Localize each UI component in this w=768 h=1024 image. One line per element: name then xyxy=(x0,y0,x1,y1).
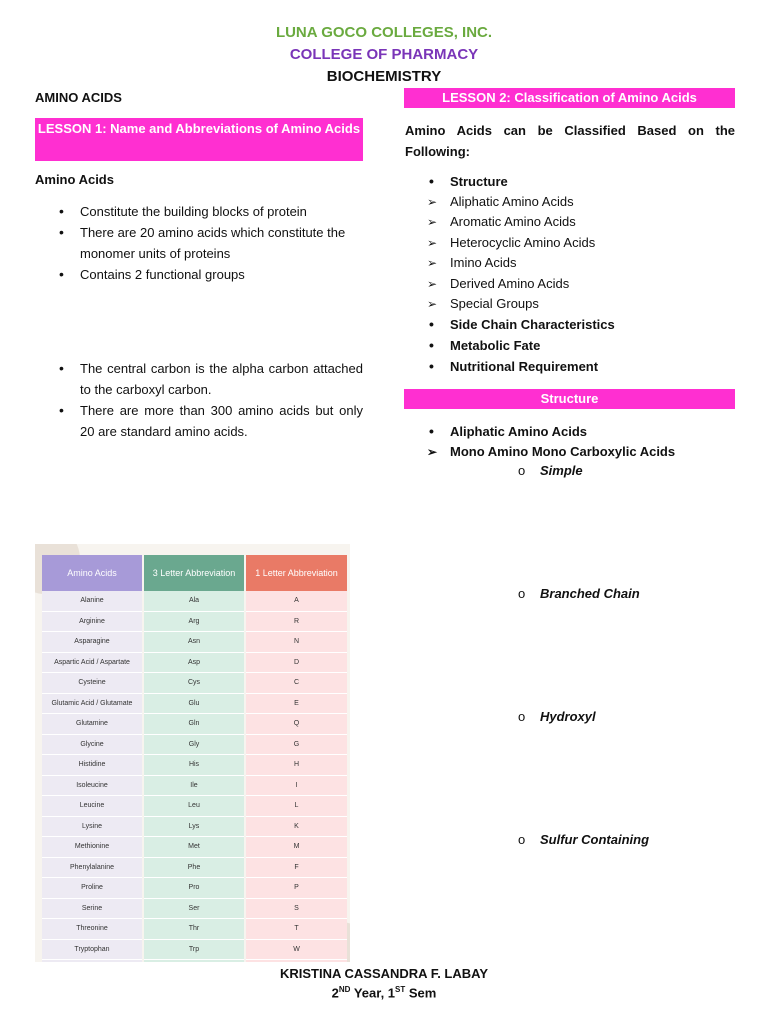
amino-acid-table-image xyxy=(35,544,350,962)
table-cell: I xyxy=(246,776,347,797)
table-cell xyxy=(42,960,142,962)
bullet-list-b xyxy=(35,358,363,442)
classification-intro: Amino Acids can be Classified Based on the Following: xyxy=(405,123,735,159)
subtype-label: Branched Chain xyxy=(540,586,640,601)
table-row xyxy=(42,940,347,961)
table-row xyxy=(42,653,347,674)
circle-bullet-icon: o xyxy=(518,709,526,724)
table-body xyxy=(42,591,347,962)
list-item: ➢ Mono Amino Mono Carboxylic Acids xyxy=(405,442,735,462)
table-cell: W xyxy=(246,940,347,961)
table-cell: Ser xyxy=(144,899,244,920)
table-cell: A xyxy=(246,591,347,612)
aliphatic-label: Aliphatic Amino Acids xyxy=(450,424,587,439)
section-title: AMINO ACIDS xyxy=(35,90,122,105)
subtype-label: Simple xyxy=(540,463,583,478)
list-item: • Contains 2 functional groups xyxy=(35,264,363,285)
list-item: ➢ Derived Amino Acids xyxy=(405,274,735,294)
table-row xyxy=(42,714,347,735)
table-cell: Histidine xyxy=(42,755,142,776)
table-cell: Phenylalanine xyxy=(42,858,142,879)
column-header: 3 Letter Abbreviation xyxy=(144,555,244,591)
table-row xyxy=(42,960,347,962)
table-cell: M xyxy=(246,837,347,858)
table-cell: His xyxy=(144,755,244,776)
structure-banner: Structure xyxy=(404,389,735,409)
table-cell: Isoleucine xyxy=(42,776,142,797)
institution-name: LUNA GOCO COLLEGES, INC. xyxy=(275,24,493,41)
table-cell: Q xyxy=(246,714,347,735)
subtype-hydroxyl xyxy=(518,709,596,724)
list-item: • Nutritional Requirement xyxy=(405,356,735,377)
list-item: ➢ Special Groups xyxy=(405,294,735,314)
list-item xyxy=(405,421,735,462)
table-row xyxy=(42,612,347,633)
table-cell: Trp xyxy=(144,940,244,961)
list-item: • Metabolic Fate xyxy=(405,335,735,356)
table-cell: Threonine xyxy=(42,919,142,940)
structure-sublist xyxy=(405,192,735,314)
table-row xyxy=(42,899,347,920)
table-cell: Asparagine xyxy=(42,632,142,653)
table-cell: Pro xyxy=(144,878,244,899)
table-row xyxy=(42,837,347,858)
table-cell: Ile xyxy=(144,776,244,797)
table-row xyxy=(42,858,347,879)
table-cell: Glutamic Acid / Glutamate xyxy=(42,694,142,715)
table-cell: Met xyxy=(144,837,244,858)
table-cell: Gln xyxy=(144,714,244,735)
table-row xyxy=(42,694,347,715)
table-cell: Leucine xyxy=(42,796,142,817)
table-cell: Proline xyxy=(42,878,142,899)
table-cell: Asp xyxy=(144,653,244,674)
table-header-row xyxy=(42,555,347,591)
table-cell: Cys xyxy=(144,673,244,694)
college-name: COLLEGE OF PHARMACY xyxy=(289,46,479,63)
table-cell: Lysine xyxy=(42,817,142,838)
column-header: 1 Letter Abbreviation xyxy=(246,555,347,591)
table-row xyxy=(42,776,347,797)
subtype-branched xyxy=(518,586,640,601)
table-cell: C xyxy=(246,673,347,694)
amino-acid-table xyxy=(40,555,349,962)
subtype-sulfur xyxy=(518,832,649,847)
list-item xyxy=(405,171,735,314)
subject-title: BIOCHEMISTRY xyxy=(326,68,442,85)
table-cell xyxy=(144,960,244,962)
table-cell: H xyxy=(246,755,347,776)
amino-acids-subheading: Amino Acids xyxy=(35,172,114,187)
lesson2-banner: LESSON 2: Classification of Amino Acids xyxy=(404,88,735,108)
table-row xyxy=(42,735,347,756)
table-cell: Phe xyxy=(144,858,244,879)
table-cell: Ala xyxy=(144,591,244,612)
table-cell: Arg xyxy=(144,612,244,633)
table-cell: F xyxy=(246,858,347,879)
list-item: • Constitute the building blocks of protein xyxy=(35,201,363,222)
aliphatic-sublist xyxy=(405,442,735,462)
table-cell: N xyxy=(246,632,347,653)
table-cell: Alanine xyxy=(42,591,142,612)
table-cell: Asn xyxy=(144,632,244,653)
list-item: ➢ Heterocyclic Amino Acids xyxy=(405,233,735,253)
table-cell: Cysteine xyxy=(42,673,142,694)
list-item: • Side Chain Characteristics xyxy=(405,314,735,335)
table-row xyxy=(42,673,347,694)
column-header: Amino Acids xyxy=(42,555,142,591)
table-cell: L xyxy=(246,796,347,817)
table-cell: Leu xyxy=(144,796,244,817)
table-cell: P xyxy=(246,878,347,899)
table-row xyxy=(42,878,347,899)
table-cell: K xyxy=(246,817,347,838)
author-name: KRISTINA CASSANDRA F. LABAY xyxy=(279,966,488,981)
structure-label: Structure xyxy=(450,174,508,189)
table-row xyxy=(42,817,347,838)
list-item: • There are 20 amino acids which constitute the monomer units of proteins xyxy=(35,222,363,264)
table-row xyxy=(42,591,347,612)
table-row xyxy=(42,919,347,940)
list-item: ➢ Imino Acids xyxy=(405,253,735,273)
subtype-label: Hydroxyl xyxy=(540,709,596,724)
aliphatic-list xyxy=(405,421,735,462)
table-cell: R xyxy=(246,612,347,633)
list-item: ➢ Aliphatic Amino Acids xyxy=(405,192,735,212)
table-cell: Tryptophan xyxy=(42,940,142,961)
table-cell: Gly xyxy=(144,735,244,756)
list-item: • There are more than 300 amino acids but only 20 are standard amino acids. xyxy=(35,400,363,442)
table-cell: Lys xyxy=(144,817,244,838)
list-item: ➢ Aromatic Amino Acids xyxy=(405,212,735,232)
bullet-list-a xyxy=(35,201,363,285)
lesson1-banner: LESSON 1: Name and Abbreviations of Amino Acids xyxy=(35,118,363,161)
subtype-simple xyxy=(518,463,583,478)
table-cell: G xyxy=(246,735,347,756)
table-row xyxy=(42,755,347,776)
table-cell: S xyxy=(246,899,347,920)
table-cell: Methionine xyxy=(42,837,142,858)
table-row xyxy=(42,632,347,653)
year-sem: 2ND Year, 1ST Sem xyxy=(331,985,437,1001)
table-cell: Aspartic Acid / Aspartate xyxy=(42,653,142,674)
table-cell: E xyxy=(246,694,347,715)
table-cell: Thr xyxy=(144,919,244,940)
table-cell: Glu xyxy=(144,694,244,715)
table-cell: Glutamine xyxy=(42,714,142,735)
table-cell: Serine xyxy=(42,899,142,920)
table-cell: D xyxy=(246,653,347,674)
table-cell xyxy=(246,960,347,962)
circle-bullet-icon: o xyxy=(518,832,526,847)
subtype-label: Sulfur Containing xyxy=(540,832,650,847)
table-cell: T xyxy=(246,919,347,940)
list-item: • The central carbon is the alpha carbon attached to the carboxyl carbon. xyxy=(35,358,363,400)
circle-bullet-icon: o xyxy=(518,586,526,601)
classification-list xyxy=(405,171,735,377)
table-row xyxy=(42,796,347,817)
circle-bullet-icon: o xyxy=(518,463,526,478)
table-cell: Arginine xyxy=(42,612,142,633)
table-cell: Glycine xyxy=(42,735,142,756)
